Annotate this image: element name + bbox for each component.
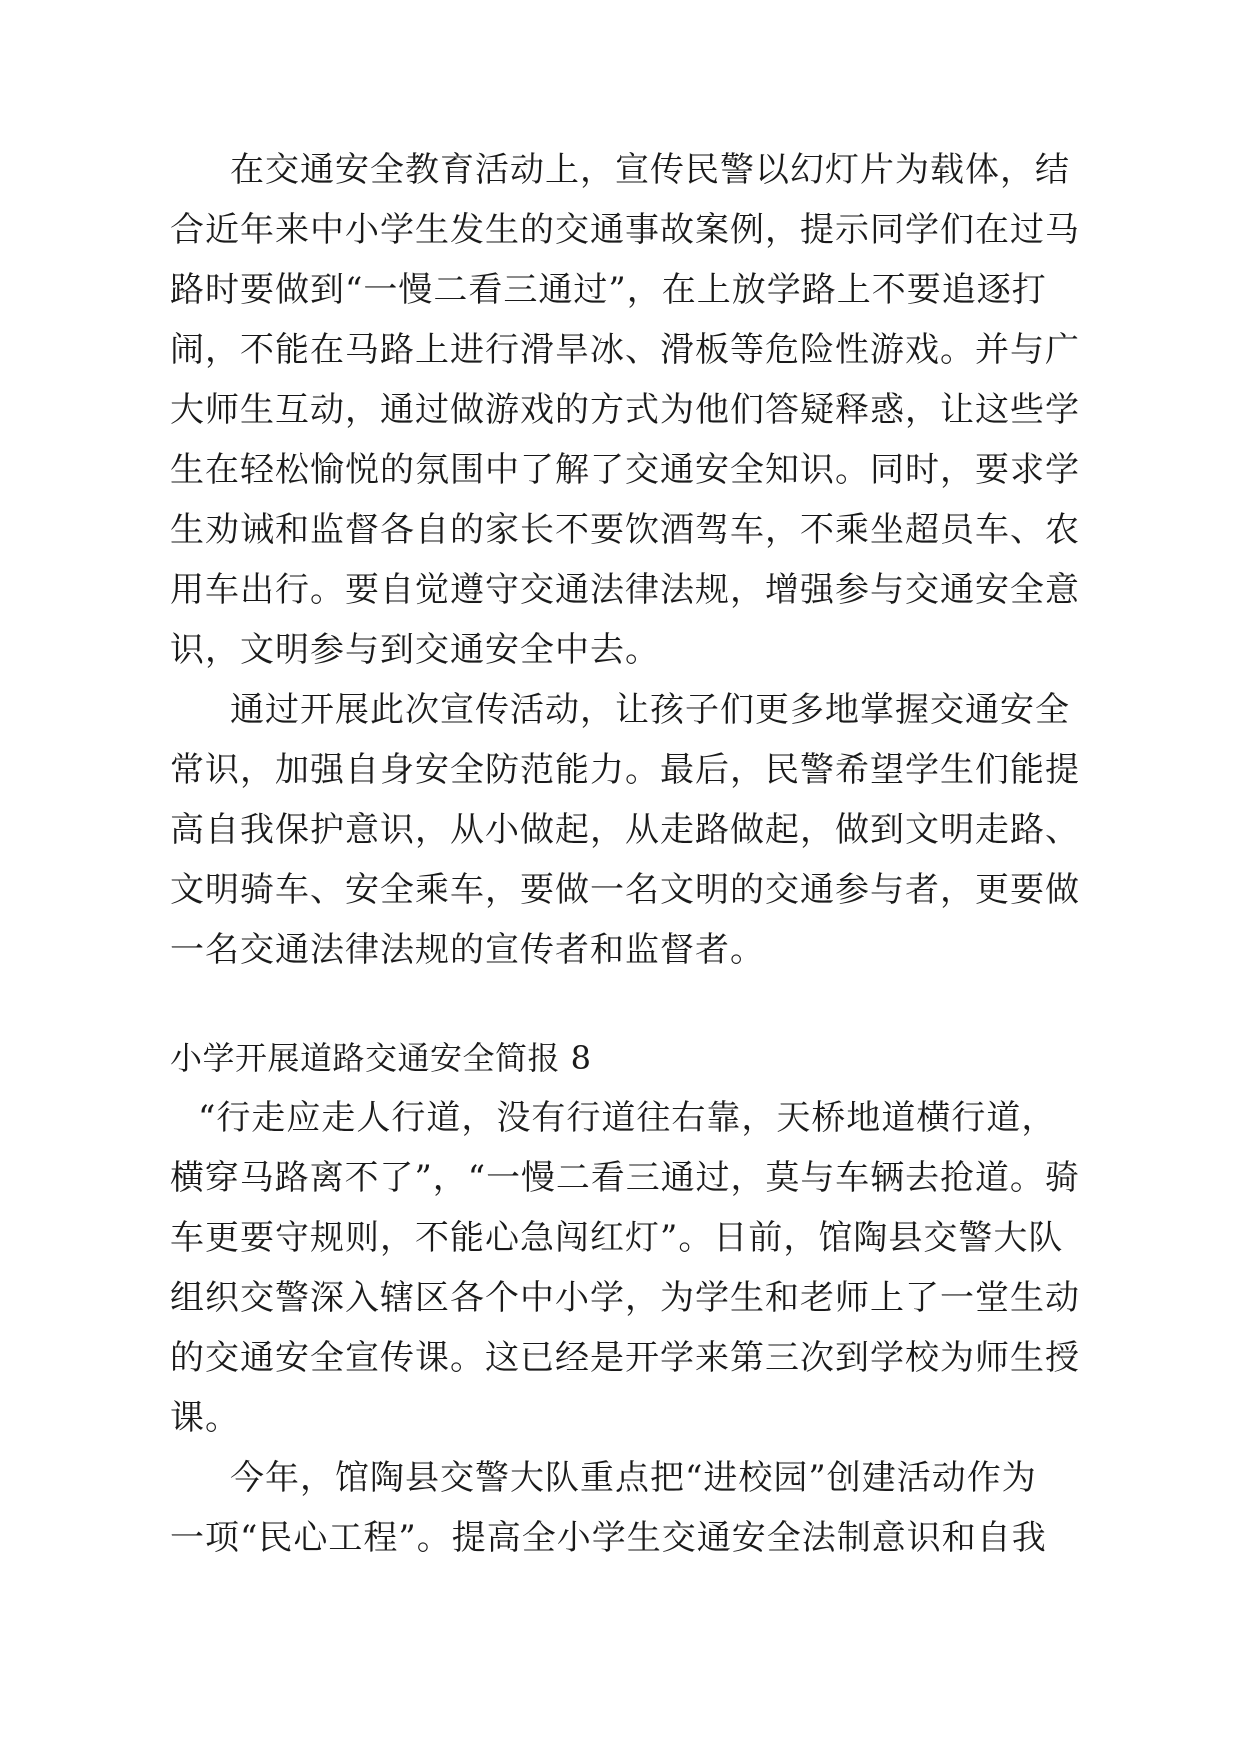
text-line: 识，文明参与到交通安全中去。	[170, 630, 660, 670]
text-line: 的交通安全宣传课。这已经是开学来第三次到学校为师生授	[170, 1338, 1080, 1378]
text-line: 生在轻松愉悦的氛围中了解了交通安全知识。同时，要求学	[170, 450, 1080, 490]
text-line: 用车出行。要自觉遵守交通法律法规，增强参与交通安全意	[170, 570, 1080, 610]
text-line: 今年，馆陶县交警大队重点把“进校园”创建活动作为	[230, 1458, 1037, 1498]
text-line: 常识，加强自身安全防范能力。最后，民警希望学生们能提	[170, 750, 1080, 790]
text-line: 一名交通法律法规的宣传者和监督者。	[170, 930, 765, 970]
text-line: 课。	[170, 1398, 240, 1438]
text-line: 高自我保护意识，从小做起，从走路做起，做到文明走路、	[170, 810, 1080, 850]
text-line: 车更要守规则，不能心急闯红灯”。日前，馆陶县交警大队	[170, 1218, 1064, 1258]
text-line: 文明骑车、安全乘车，要做一名文明的交通参与者，更要做	[170, 870, 1080, 910]
text-line: 生劝诫和监督各自的家长不要饮酒驾车，不乘坐超员车、农	[170, 510, 1080, 550]
text-line: 在交通安全教育活动上，宣传民警以幻灯片为载体，结	[230, 150, 1070, 190]
text-line: “行走应走人行道，没有行道往右靠，天桥地道横行道，	[198, 1098, 1057, 1138]
text-line: 通过开展此次宣传活动，让孩子们更多地掌握交通安全	[230, 690, 1070, 730]
text-line: 横穿马路离不了”，“一慢二看三通过，莫与车辆去抢道。骑	[170, 1158, 1080, 1198]
text-line: 一项“民心工程”。提高全小学生交通安全法制意识和自我	[170, 1518, 1047, 1558]
text-line: 组织交警深入辖区各个中小学，为学生和老师上了一堂生动	[170, 1278, 1080, 1318]
text-line: 大师生互动，通过做游戏的方式为他们答疑释惑，让这些学	[170, 390, 1080, 430]
section-title: 小学开展道路交通安全简报 8	[170, 1039, 592, 1077]
text-line: 路时要做到“一慢二看三通过”，在上放学路上不要追逐打	[170, 270, 1047, 310]
text-line: 闹，不能在马路上进行滑旱冰、滑板等危险性游戏。并与广	[170, 330, 1080, 370]
text-line: 合近年来中小学生发生的交通事故案例，提示同学们在过马	[170, 210, 1080, 250]
